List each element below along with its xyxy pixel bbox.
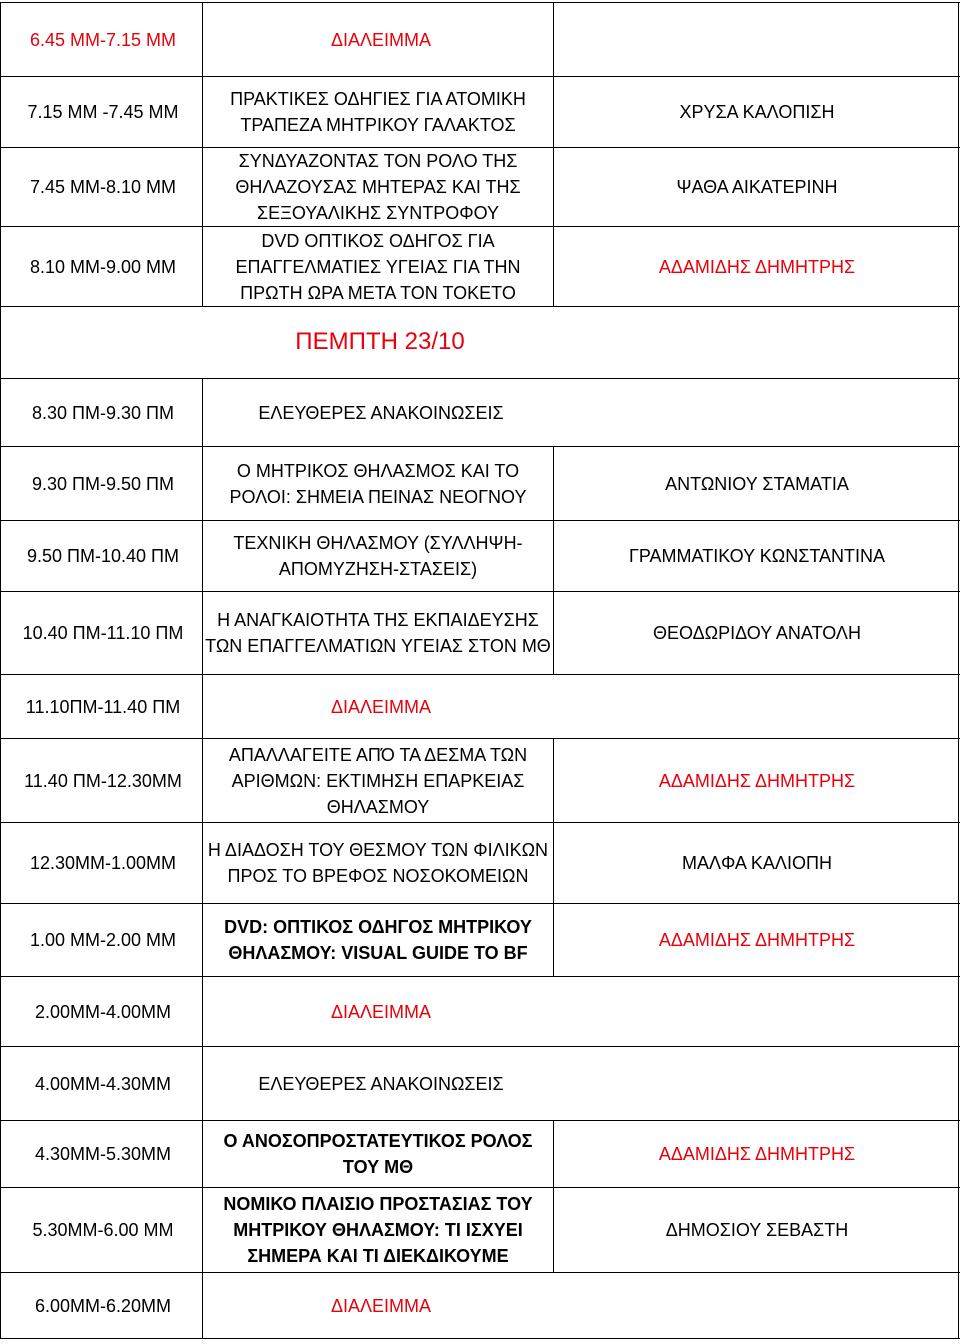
time-cell: 11.40 ΠΜ-12.30ΜΜ bbox=[24, 770, 182, 791]
time-cell: 7.45 ΜΜ-8.10 ΜΜ bbox=[29, 177, 177, 197]
time-cell: 8.30 ΠΜ-9.30 ΠΜ bbox=[31, 402, 175, 423]
topic-cell: Ο ΑΝΟΣΟΠΡΟΣΤΑΤΕΥΤΙΚΟΣ ΡΟΛΟΣ ΤΟΥ ΜΘ bbox=[223, 1131, 533, 1177]
topic-cell: ΠΡΑΚΤΙΚΕΣ ΟΔΗΓΙΕΣ ΓΙΑ ΑΤΟΜΙΚΗ ΤΡΑΠΕΖΑ ΜΗΤΡΙΚΟΥ ΓΑΛΑΚΤΟΣ bbox=[230, 89, 526, 135]
speaker-cell: ΑΔΑΜΙΔΗΣ ΔΗΜΗΤΡΗΣ bbox=[658, 770, 856, 791]
speaker-cell: ΔΗΜΟΣΙΟΥ ΣΕΒΑΣΤΗ bbox=[665, 1220, 849, 1240]
topic-cell: ΤΕΧΝΙΚΗ ΘΗΛΑΣΜΟΥ (ΣΥΛΛΗΨΗ-ΑΠΟΜΥΖΗΣΗ-ΣΤΑΣΕΙΣ) bbox=[233, 533, 523, 579]
time-cell: 8.10 ΜΜ-9.00 ΜΜ bbox=[29, 256, 177, 277]
speaker-cell: ΓΡΑΜΜΑΤΙΚΟΥ ΚΩΝΣΤΑΝΤΙΝΑ bbox=[628, 546, 886, 566]
speaker-cell: ΑΝΤΩΝΙΟΥ ΣΤΑΜΑΤΙΑ bbox=[665, 473, 849, 494]
time-cell: 2.00ΜΜ-4.00ΜΜ bbox=[34, 1001, 172, 1022]
speaker-cell: ΑΔΑΜΙΔΗΣ ΔΗΜΗΤΡΗΣ bbox=[658, 1144, 856, 1164]
time-cell: 5.30ΜΜ-6.00 ΜΜ bbox=[32, 1220, 174, 1240]
topic-cell: DVD: ΟΠΤΙΚΟΣ ΟΔΗΓΟΣ ΜΗΤΡΙΚΟΥ ΘΗΛΑΣΜΟΥ: VISUAL GUIDE TO BF bbox=[224, 917, 532, 963]
time-cell: 6.00ΜΜ-6.20ΜΜ bbox=[34, 1295, 172, 1316]
break-label: ΔΙΑΛΕΙΜΜΑ bbox=[330, 1001, 432, 1022]
topic-cell: ΣΥΝΔΥΑΖΟΝΤΑΣ ΤΟΝ ΡΟΛΟ ΤΗΣ ΘΗΛΑΖΟΥΣΑΣ ΜΗΤΕΡΑΣ ΚΑΙ ΤΗΣ ΣΕΞΟΥΑΛΙΚΗΣ ΣΥΝΤΡΟΦΟΥ bbox=[235, 151, 521, 223]
speaker-cell: ΑΔΑΜΙΔΗΣ ΔΗΜΗΤΡΗΣ bbox=[658, 930, 856, 950]
time-cell: 4.30ΜΜ-5.30ΜΜ bbox=[34, 1144, 172, 1164]
topic-cell: DVD ΟΠΤΙΚΟΣ ΟΔΗΓΟΣ ΓΙΑ ΕΠΑΓΓΕΛΜΑΤΙΕΣ ΥΓΕΙΑΣ ΓΙΑ ΤΗΝ ΠΡΩΤΗ ΩΡΑ ΜΕΤΑ ΤΟΝ ΤΟΚΕΤΟ bbox=[235, 230, 521, 303]
topic-cell: Ο ΜΗΤΡΙΚΟΣ ΘΗΛΑΣΜΟΣ ΚΑΙ ΤΟ ΡΟΛΟΙ: ΣΗΜΕΙΑ ΠΕΙΝΑΣ ΝΕΟΓΝΟΥ bbox=[229, 460, 527, 507]
time-cell: 4.00ΜΜ-4.30ΜΜ bbox=[34, 1073, 172, 1094]
time-cell: 10.40 ΠΜ-11.10 ΠΜ bbox=[22, 623, 184, 643]
speaker-cell: ΑΔΑΜΙΔΗΣ ΔΗΜΗΤΡΗΣ bbox=[658, 256, 856, 277]
session-label: ΕΛΕΥΘΕΡΕΣ ΑΝΑΚΟΙΝΩΣΕΙΣ bbox=[258, 1073, 504, 1094]
break-label: ΔΙΑΛΕΙΜΜΑ bbox=[330, 29, 432, 50]
topic-cell: Η ΑΝΑΓΚΑΙΟΤΗΤΑ ΤΗΣ ΕΚΠΑΙΔΕΥΣΗΣ ΤΩΝ ΕΠΑΓΓΕΛΜΑΤΙΩΝ ΥΓΕΙΑΣ ΣΤΟΝ ΜΘ bbox=[205, 610, 551, 656]
break-label: ΔΙΑΛΕΙΜΜΑ bbox=[330, 1295, 432, 1316]
session-label: ΕΛΕΥΘΕΡΕΣ ΑΝΑΚΟΙΝΩΣΕΙΣ bbox=[258, 402, 504, 423]
rule bbox=[202, 378, 203, 1339]
rule bbox=[0, 2, 1, 1339]
rule bbox=[0, 1338, 960, 1339]
speaker-cell: ΜΑΛΦΑ ΚΑΛΙΟΠΗ bbox=[682, 853, 832, 873]
time-cell: 7.15 ΜΜ -7.45 ΜΜ bbox=[27, 102, 179, 122]
topic-cell: ΑΠΑΛΛΑΓΕΙΤΕ ΑΠΌ ΤΑ ΔΕΣΜΑ ΤΩΝ ΑΡΙΘΜΩΝ: ΕΚΤΙΜΗΣΗ ΕΠΑΡΚΕΙΑΣ ΘΗΛΑΣΜΟΥ bbox=[228, 744, 528, 817]
day-heading: ΠΕΜΠΤΗ 23/10 bbox=[295, 328, 465, 355]
time-cell: 12.30ΜΜ-1.00ΜΜ bbox=[29, 853, 177, 873]
break-label: ΔΙΑΛΕΙΜΜΑ bbox=[330, 696, 432, 717]
topic-cell: Η ΔΙΑΔΟΣΗ ΤΟΥ ΘΕΣΜΟΥ ΤΩΝ ΦΙΛΙΚΩΝ ΠΡΟΣ ΤΟ ΒΡΕΦΟΣ ΝΟΣΟΚΟΜΕΙΩΝ bbox=[207, 840, 549, 886]
speaker-cell: ΘΕΟΔΩΡΙΔΟΥ ΑΝΑΤΟΛΗ bbox=[653, 623, 861, 643]
time-cell: 9.50 ΠΜ-10.40 ΠΜ bbox=[26, 546, 180, 566]
rule bbox=[0, 306, 960, 307]
topic-cell: ΝΟΜΙΚΟ ΠΛΑΙΣΙΟ ΠΡΟΣΤΑΣΙΑΣ ΤΟΥ ΜΗΤΡΙΚΟΥ ΘΗΛΑΣΜΟΥ: ΤΙ ΙΣΧΥΕΙ ΣΗΜΕΡΑ ΚΑΙ ΤΙ ΔΙΕΚΔΙΚΟΥΜΕ bbox=[223, 1194, 533, 1266]
time-cell: 6.45 ΜΜ-7.15 ΜΜ bbox=[29, 29, 177, 50]
time-cell: 9.30 ΠΜ-9.50 ΠΜ bbox=[31, 473, 175, 494]
speaker-cell: ΨΑΘΑ ΑΙΚΑΤΕΡΙΝΗ bbox=[676, 177, 838, 197]
time-cell: 1.00 ΜΜ-2.00 ΜΜ bbox=[29, 930, 177, 950]
rule bbox=[202, 2, 203, 307]
time-cell: 11.10ΠΜ-11.40 ΠΜ bbox=[25, 696, 181, 717]
speaker-cell: ΧΡΥΣΑ ΚΑΛΟΠΙΣΗ bbox=[679, 102, 835, 122]
